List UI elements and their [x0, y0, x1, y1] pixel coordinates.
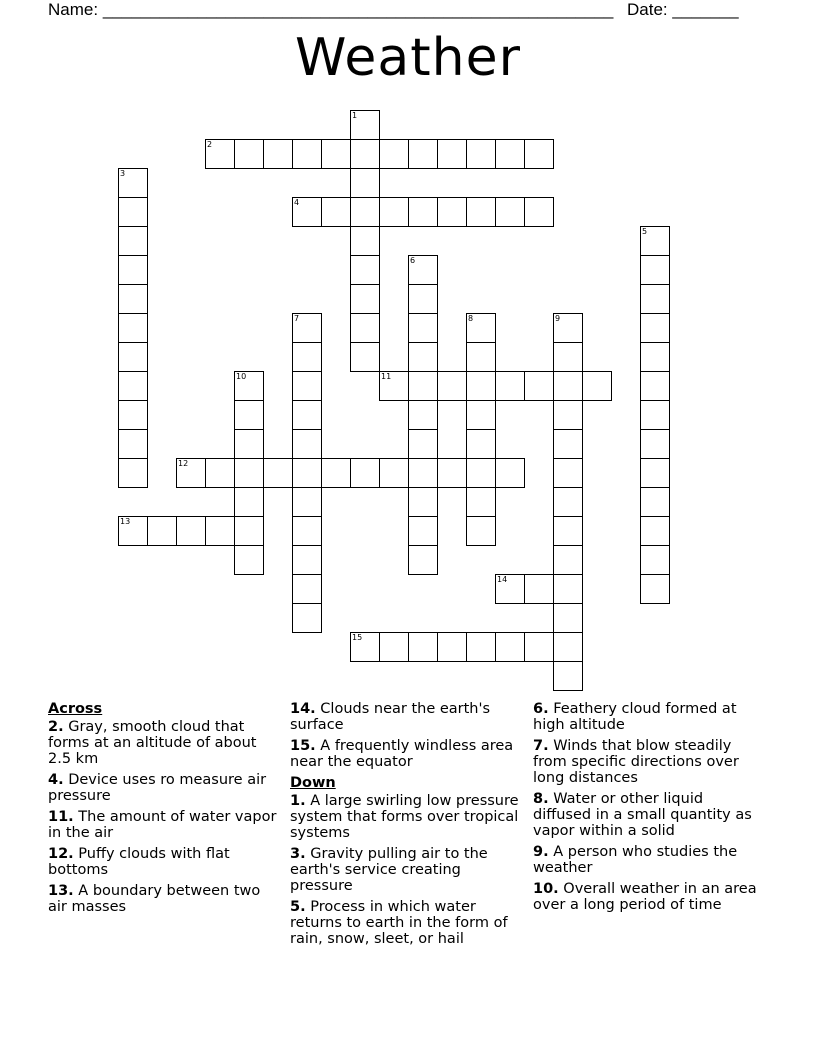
clue-down-10: 10. Overall weather in an area over a long period of time	[533, 881, 757, 913]
cell-number: 13	[120, 517, 131, 526]
crossword-cell[interactable]	[234, 371, 264, 401]
crossword-cell[interactable]	[640, 342, 670, 372]
crossword-cell[interactable]	[118, 284, 148, 314]
crossword-cell[interactable]	[379, 197, 409, 227]
crossword-cell[interactable]	[118, 371, 148, 401]
crossword-cell[interactable]	[437, 197, 467, 227]
clue-across-11: 11. The amount of water vapor in the air	[48, 809, 277, 841]
cell-number: 5	[642, 227, 648, 236]
crossword-cell[interactable]	[350, 197, 380, 227]
crossword-cell[interactable]	[553, 400, 583, 430]
crossword-cell[interactable]	[118, 342, 148, 372]
crossword-cell[interactable]	[350, 226, 380, 256]
crossword-cell[interactable]	[408, 342, 438, 372]
crossword-cell[interactable]	[553, 545, 583, 575]
crossword-cell[interactable]	[292, 139, 322, 169]
clue-across-14: 14. Clouds near the earth's surface	[290, 701, 491, 733]
crossword-cell[interactable]	[408, 139, 438, 169]
cell-number: 15	[352, 633, 363, 642]
crossword-cell[interactable]	[553, 429, 583, 459]
clue-down-5: 5. Process in which water returns to earth in the form of rain, snow, sleet, or hail	[290, 899, 508, 947]
name-line: ______________________________________________________	[102, 0, 614, 19]
crossword-cell[interactable]	[292, 516, 322, 546]
crossword-cell[interactable]	[234, 458, 264, 488]
crossword-cell[interactable]	[408, 545, 438, 575]
crossword-cell[interactable]	[350, 632, 380, 662]
clue-down-7: 7. Winds that blow steadily from specific directions over long distances	[533, 738, 739, 786]
crossword-cell[interactable]	[524, 197, 554, 227]
crossword-cell[interactable]	[234, 139, 264, 169]
crossword-cell[interactable]	[553, 487, 583, 517]
crossword-cell[interactable]	[350, 284, 380, 314]
crossword-cell[interactable]	[234, 400, 264, 430]
clue-down-8: 8. Water or other liquid diffused in a small quantity as vapor within a solid	[533, 791, 752, 839]
crossword-cell[interactable]	[176, 458, 206, 488]
crossword-cell[interactable]	[118, 458, 148, 488]
crossword-cell[interactable]	[640, 574, 670, 604]
clue-across-2: 2. Gray, smooth cloud that forms at an altitude of about 2.5 km	[48, 719, 257, 767]
crossword-cell[interactable]	[466, 632, 496, 662]
crossword-cell[interactable]	[379, 139, 409, 169]
crossword-cell[interactable]	[466, 197, 496, 227]
crossword-cell[interactable]	[408, 429, 438, 459]
crossword-cell[interactable]	[118, 429, 148, 459]
crossword-cell[interactable]	[553, 574, 583, 604]
crossword-cell[interactable]	[205, 458, 235, 488]
clue-column-3	[533, 701, 765, 918]
crossword-cell[interactable]	[292, 400, 322, 430]
crossword-cell[interactable]	[466, 342, 496, 372]
crossword-cell[interactable]	[466, 458, 496, 488]
crossword-cell[interactable]	[524, 574, 554, 604]
cell-number: 1	[352, 111, 358, 120]
crossword-cell[interactable]	[640, 487, 670, 517]
clue-down-1: 1. A large swirling low pressure system that forms over tropical systems	[290, 793, 519, 841]
crossword-cell[interactable]	[640, 516, 670, 546]
crossword-cell[interactable]	[118, 255, 148, 285]
crossword-cell[interactable]	[292, 197, 322, 227]
crossword-cell[interactable]	[408, 632, 438, 662]
crossword-cell[interactable]	[553, 516, 583, 546]
crossword-cell[interactable]	[408, 458, 438, 488]
clue-down-3: 3. Gravity pulling air to the earth's service creating pressure	[290, 846, 488, 894]
crossword-cell[interactable]	[640, 458, 670, 488]
clue-column-1	[48, 701, 280, 920]
crossword-cell[interactable]	[379, 371, 409, 401]
crossword-cell[interactable]	[350, 342, 380, 372]
cell-number: 10	[236, 372, 247, 381]
crossword-cell[interactable]	[408, 284, 438, 314]
crossword-cell[interactable]	[553, 371, 583, 401]
crossword-cell[interactable]	[350, 139, 380, 169]
cell-number: 14	[497, 575, 508, 584]
crossword-cell[interactable]	[118, 197, 148, 227]
crossword-cell[interactable]	[553, 661, 583, 691]
crossword-cell[interactable]	[118, 516, 148, 546]
crossword-cell[interactable]	[495, 632, 525, 662]
crossword-cell[interactable]	[437, 139, 467, 169]
clue-across-4: 4. Device uses ro measure air pressure	[48, 772, 267, 804]
crossword-cell[interactable]	[234, 429, 264, 459]
crossword-cell[interactable]	[466, 487, 496, 517]
crossword-cell[interactable]	[495, 371, 525, 401]
crossword-cell[interactable]	[292, 371, 322, 401]
crossword-cell[interactable]	[437, 371, 467, 401]
crossword-cell[interactable]	[524, 371, 554, 401]
cell-number: 7	[294, 314, 300, 323]
crossword-cell[interactable]	[350, 255, 380, 285]
crossword-cell[interactable]	[118, 313, 148, 343]
crossword-cell[interactable]	[466, 139, 496, 169]
crossword-cell[interactable]	[437, 632, 467, 662]
crossword-cell[interactable]	[495, 197, 525, 227]
date-label: Date:	[627, 0, 668, 19]
down-heading: Down	[290, 775, 336, 791]
cell-number: 2	[207, 140, 213, 149]
crossword-cell[interactable]	[292, 313, 322, 343]
crossword-cell[interactable]	[292, 574, 322, 604]
crossword-cell[interactable]	[234, 487, 264, 517]
crossword-cell[interactable]	[408, 487, 438, 517]
crossword-cell[interactable]	[292, 429, 322, 459]
crossword-cell[interactable]	[466, 516, 496, 546]
clue-down-9: 9. A person who studies the weather	[533, 844, 738, 876]
crossword-cell[interactable]	[553, 342, 583, 372]
crossword-cell[interactable]	[350, 313, 380, 343]
date-line: _______	[672, 0, 739, 19]
crossword-cell[interactable]	[640, 400, 670, 430]
crossword-cell[interactable]	[640, 545, 670, 575]
crossword-cell[interactable]	[495, 574, 525, 604]
crossword-cell[interactable]	[350, 458, 380, 488]
clue-column-2	[290, 701, 522, 952]
crossword-cell[interactable]	[553, 632, 583, 662]
crossword-cell[interactable]	[640, 313, 670, 343]
crossword-cell[interactable]	[640, 429, 670, 459]
crossword-cell[interactable]	[118, 400, 148, 430]
crossword-cell[interactable]	[234, 516, 264, 546]
crossword-cell[interactable]	[263, 139, 293, 169]
clue-across-12: 12. Puffy clouds with flat bottoms	[48, 846, 230, 878]
cell-number: 6	[410, 256, 416, 265]
crossword-cell[interactable]	[321, 458, 351, 488]
crossword-cell[interactable]	[147, 516, 177, 546]
crossword-cell[interactable]	[640, 255, 670, 285]
crossword-cell[interactable]	[292, 458, 322, 488]
crossword-cell[interactable]	[292, 545, 322, 575]
across-heading: Across	[48, 701, 103, 717]
crossword-cell[interactable]	[379, 632, 409, 662]
crossword-cell[interactable]	[408, 400, 438, 430]
crossword-cell[interactable]	[466, 400, 496, 430]
crossword-cell[interactable]	[466, 429, 496, 459]
crossword-cell[interactable]	[495, 139, 525, 169]
crossword-cell[interactable]	[118, 168, 148, 198]
crossword-cell[interactable]	[205, 516, 235, 546]
crossword-cell[interactable]	[524, 139, 554, 169]
crossword-cell[interactable]	[263, 458, 293, 488]
cell-number: 4	[294, 198, 300, 207]
crossword-cell[interactable]	[553, 458, 583, 488]
crossword-cell[interactable]	[466, 371, 496, 401]
crossword-cell[interactable]	[408, 371, 438, 401]
crossword-cell[interactable]	[437, 458, 467, 488]
crossword-cell[interactable]	[524, 632, 554, 662]
clue-across-13: 13. A boundary between two air masses	[48, 883, 261, 915]
crossword-cell[interactable]	[408, 255, 438, 285]
crossword-cell[interactable]	[640, 284, 670, 314]
name-label: Name:	[48, 0, 99, 19]
cell-number: 9	[555, 314, 561, 323]
crossword-cell[interactable]	[379, 458, 409, 488]
crossword-cell[interactable]	[321, 197, 351, 227]
crossword-cell[interactable]	[292, 342, 322, 372]
crossword-cell[interactable]	[408, 313, 438, 343]
page-title: Weather	[295, 28, 521, 88]
crossword-cell[interactable]	[292, 603, 322, 633]
crossword-cell[interactable]	[408, 516, 438, 546]
crossword-cell[interactable]	[408, 197, 438, 227]
crossword-cell[interactable]	[205, 139, 235, 169]
cell-number: 3	[120, 169, 126, 178]
crossword-cell[interactable]	[553, 313, 583, 343]
crossword-cell[interactable]	[495, 458, 525, 488]
crossword-cell[interactable]	[118, 226, 148, 256]
cell-number: 11	[381, 372, 392, 381]
crossword-cell[interactable]	[466, 313, 496, 343]
crossword-cell[interactable]	[350, 110, 380, 140]
clue-across-15: 15. A frequently windless area near the equator	[290, 738, 514, 770]
crossword-cell[interactable]	[292, 487, 322, 517]
clue-down-6: 6. Feathery cloud formed at high altitude	[533, 701, 737, 733]
crossword-cell[interactable]	[321, 139, 351, 169]
crossword-cell[interactable]	[234, 545, 264, 575]
crossword-cell[interactable]	[176, 516, 206, 546]
crossword-cell[interactable]	[350, 168, 380, 198]
crossword-cell[interactable]	[640, 226, 670, 256]
crossword-cell[interactable]	[582, 371, 612, 401]
cell-number: 12	[178, 459, 189, 468]
crossword-cell[interactable]	[553, 603, 583, 633]
cell-number: 8	[468, 314, 474, 323]
crossword-cell[interactable]	[640, 371, 670, 401]
